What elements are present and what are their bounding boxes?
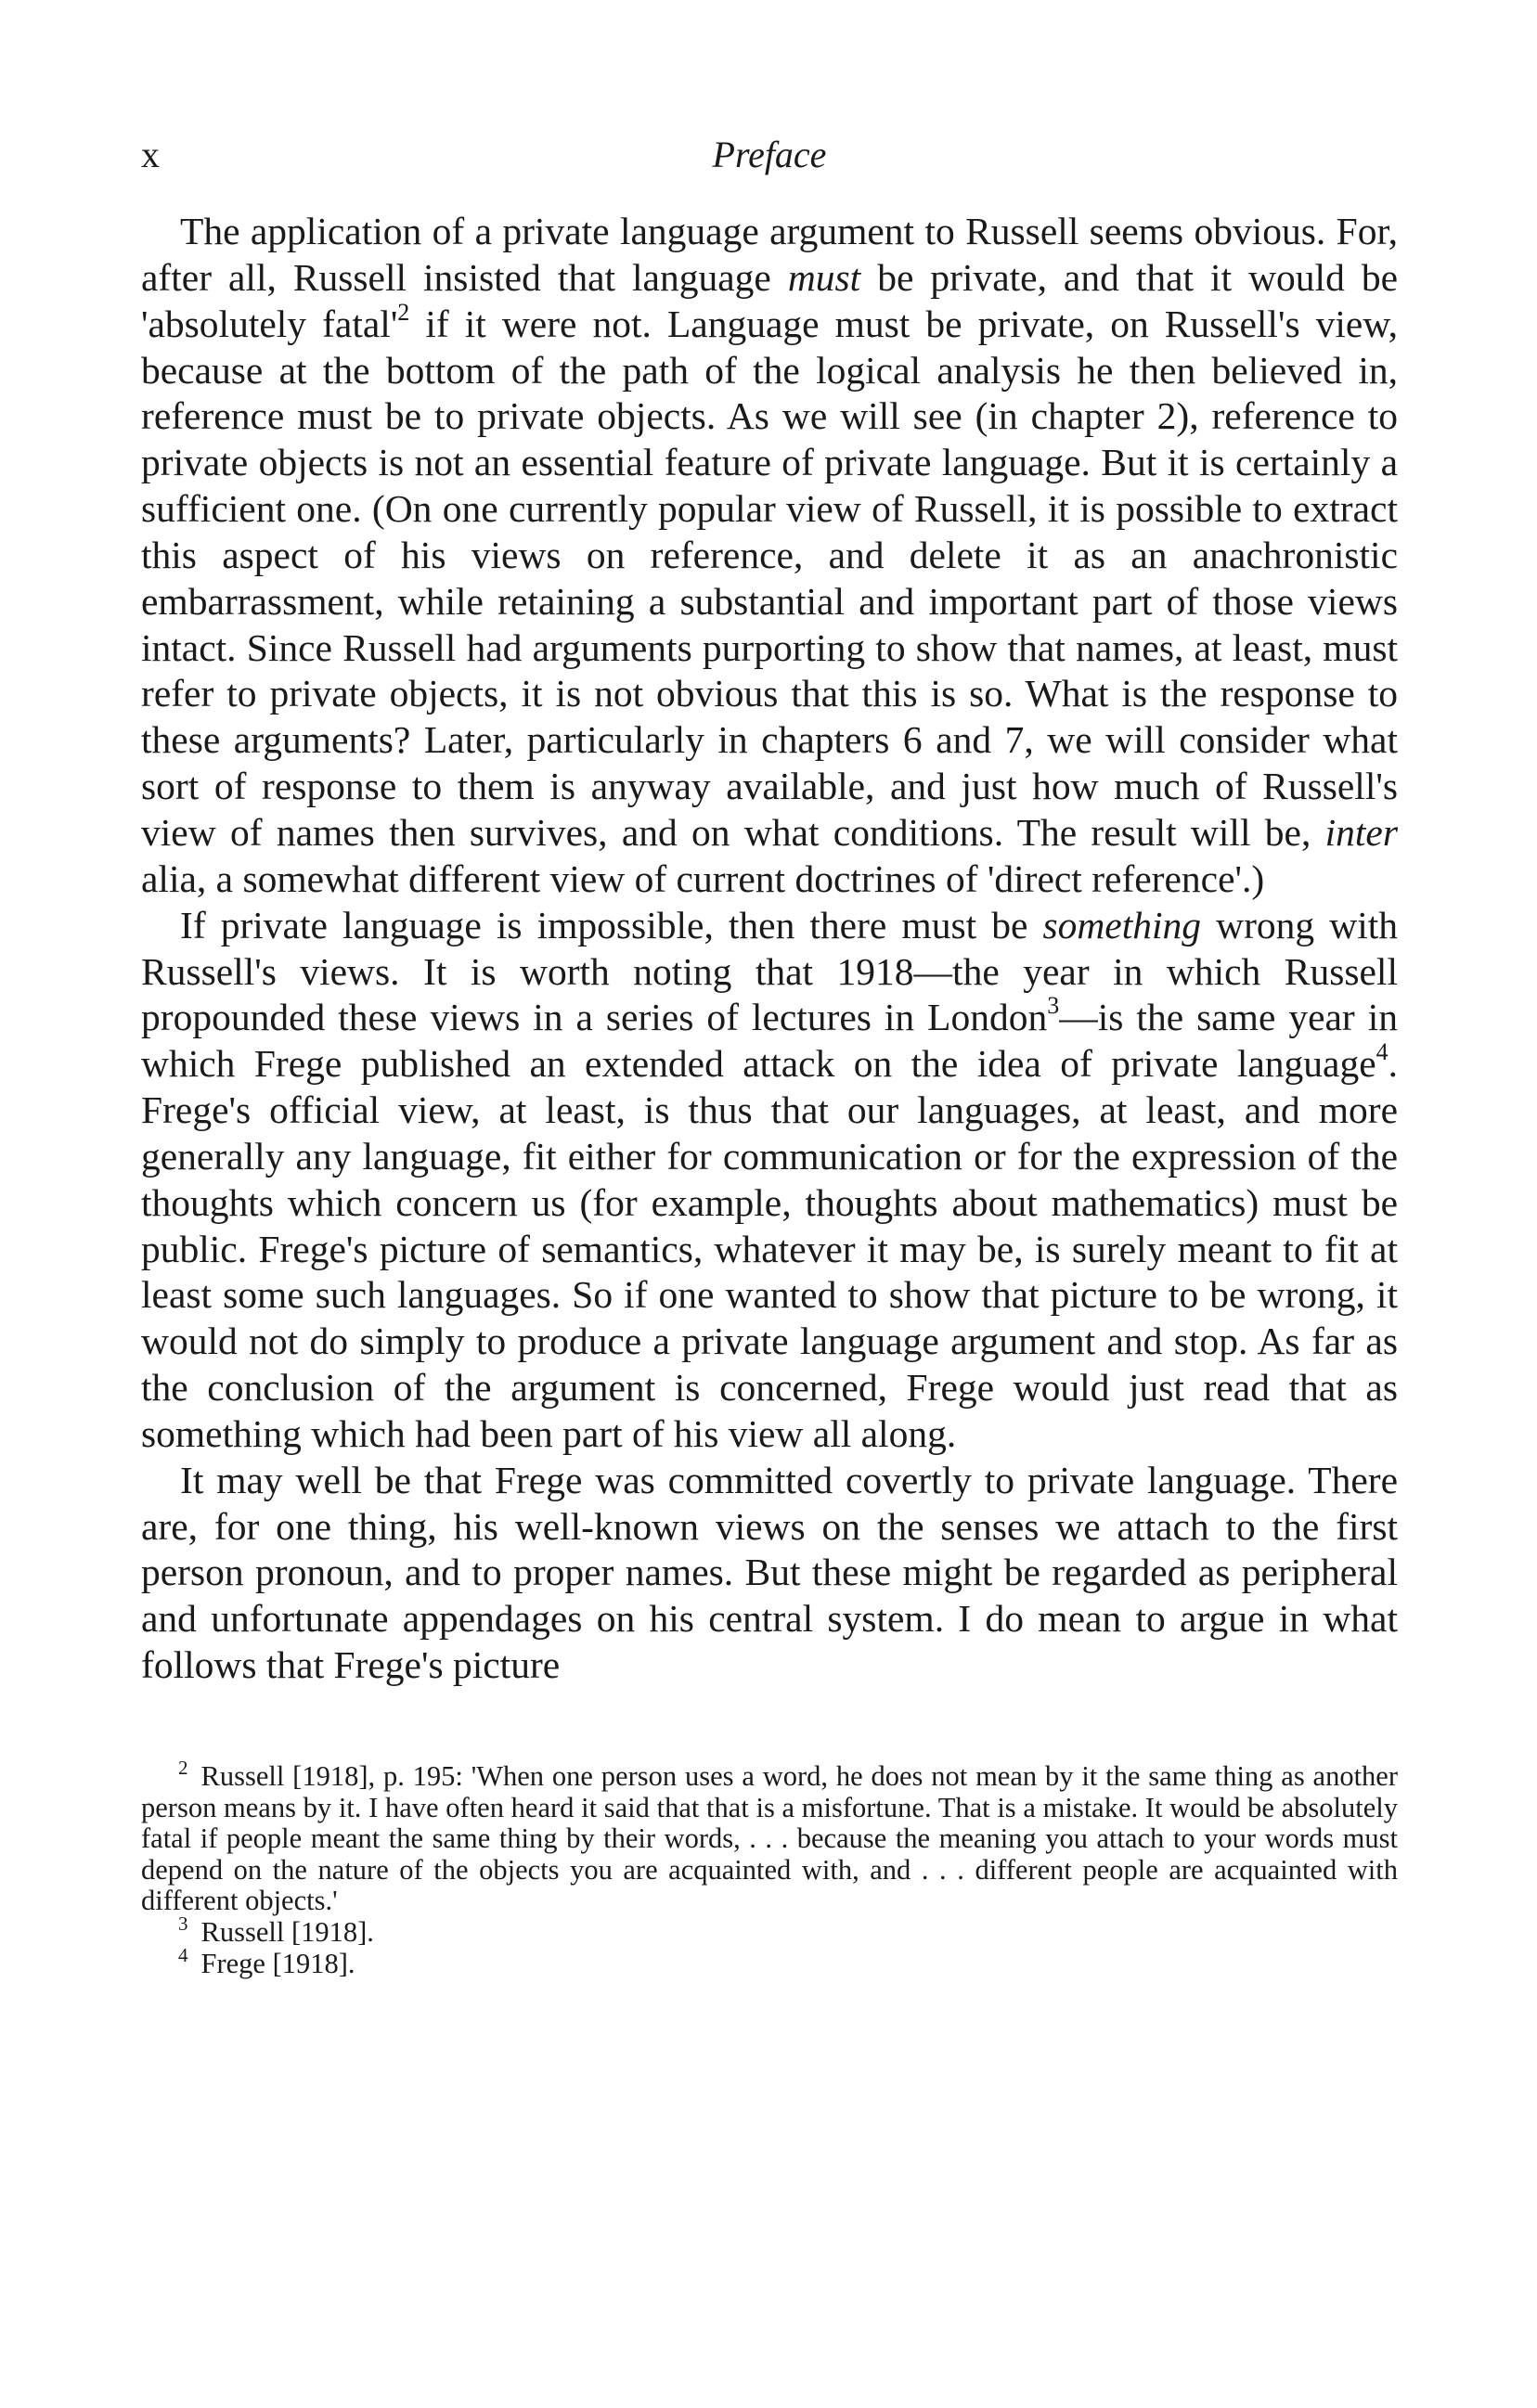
footnote-ref: 2 bbox=[397, 298, 410, 326]
emphasis: must bbox=[787, 255, 861, 299]
footnote-ref: 4 bbox=[1376, 1038, 1388, 1065]
paragraph-text: It may well be that Frege was committed covertly to private language. There are, for one thing, his well-known views on the senses we attach to the first person pronoun, and to proper names. But these might be regarded as peripheral and unfortunate appendages on his central system. I do mean to argue in what follows that Frege's picture bbox=[141, 1458, 1398, 1687]
emphasis: something bbox=[1042, 903, 1202, 946]
paragraph-text: wrong with Russell's views. It is worth noting that 1918—the year in which Russell propounded these views in a series of lectures in London bbox=[141, 903, 1399, 1039]
body-text bbox=[141, 209, 1398, 1689]
paragraph-text: The application of a private language argument to Russell seems obvious. For, after all, Russell insisted that language bbox=[141, 210, 1398, 299]
paragraph-text: be private, and that it would be 'absolutely fatal' bbox=[141, 255, 1398, 345]
page-number: x bbox=[141, 134, 160, 175]
running-title: Preface bbox=[712, 134, 827, 175]
footnote-ref: 3 bbox=[1047, 992, 1060, 1020]
paragraph-text: if it were not. Language must be private, on Russell's view, because at the bottom of the path of the logical analysis he then believed in, reference must be to private objects. As we will see (in chapter 2), reference to private objects is not an essential feature of private language. But it is certainly a sufficient one. (On one currently popular view of Russell, it is possible to extract this aspect of his views on reference, and delete it as an anachronistic embarrassment, while retaining a substantial and important part of those views intact. Since Russell had arguments purporting to show that names, at least, must refer to private objects, it is not obvious that this is so. What is the response to these arguments? Later, particularly in chapters 6 and 7, we will consider what sort of response to them is anyway available, and just how much of Russell's view of names then survives, and on what conditions. The result will be, bbox=[141, 302, 1398, 854]
paragraph-text: —is the same year in which Frege published an extended attack on the idea of private language bbox=[141, 996, 1398, 1086]
paragraph-text: alia, a somewhat different view of current doctrines of 'direct reference'.) bbox=[141, 856, 1265, 900]
footnote-text: Russell [1918], p. 195: 'When one person uses a word, he does not mean by it the same thing as another person means by it. I have often heard it said that that is a misfortune. That is a mistake. It would be absolutely fatal if people meant the same thing by their words, . . . because the meaning you attach to your words must depend on the nature of the objects you are acquainted with, and . . . different people are acquainted with different objects.' bbox=[141, 1760, 1398, 1917]
footnote bbox=[141, 1757, 1398, 1917]
footnote-text: Russell [1918]. bbox=[200, 1915, 374, 1948]
footnote-text: Frege [1918]. bbox=[200, 1947, 355, 1979]
paragraph-3 bbox=[141, 1458, 1398, 1689]
running-head bbox=[141, 133, 1398, 179]
footnote bbox=[141, 1912, 1398, 1949]
footnote-number: 3 bbox=[178, 1912, 188, 1936]
paragraph-2 bbox=[141, 903, 1398, 1458]
paragraph-text: If private language is impossible, then there must be bbox=[180, 903, 1043, 946]
footnote bbox=[141, 1944, 1398, 1980]
paragraph-text: . Frege's official view, at least, is thus that our languages, at least, and more generally any language, fit either for communication or for the expression of the thoughts which concern us (for example, thoughts about mathematics) must be public. Frege's picture of semantics, whatever it may be, is surely meant to fit at least some such languages. So if one wanted to show that picture to be wrong, it would not do simply to produce a private language argument and stop. As far as the conclusion of the argument is concerned, Frege would just read that as something which had been part of his view all along. bbox=[141, 1042, 1398, 1455]
emphasis: inter bbox=[1324, 810, 1398, 854]
paragraph-1 bbox=[141, 209, 1398, 903]
footnote-number: 2 bbox=[178, 1757, 188, 1780]
footnote-number: 4 bbox=[178, 1944, 188, 1967]
footnotes bbox=[141, 1757, 1398, 1979]
